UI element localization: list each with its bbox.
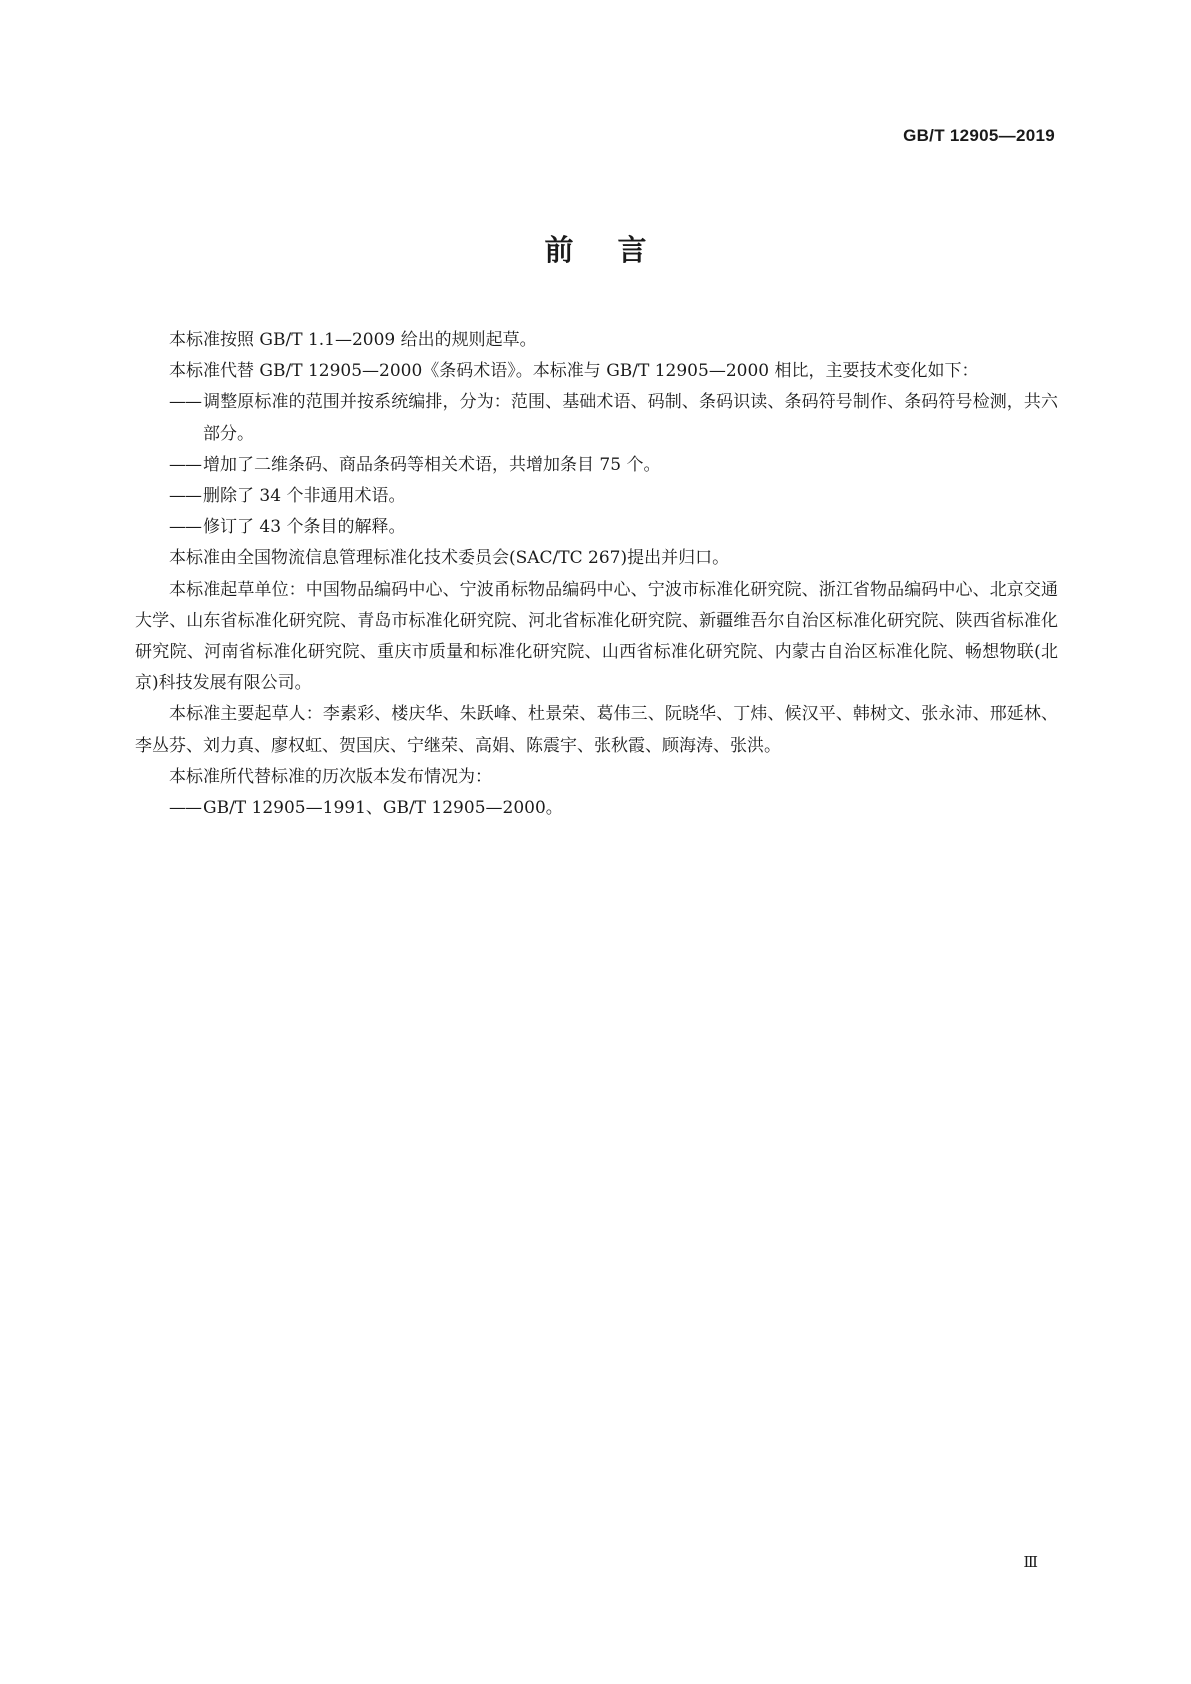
paragraph-proposer: 本标准由全国物流信息管理标准化技术委员会(SAC/TC 267)提出并归口。 bbox=[169, 548, 730, 569]
list-item bbox=[135, 793, 1058, 824]
foreword-body bbox=[135, 325, 1058, 824]
list-dash: —— bbox=[169, 392, 201, 413]
paragraph-drafting-rules: 本标准按照 GB/T 1.1—2009 给出的规则起草。 bbox=[169, 330, 537, 350]
paragraph-drafting-units: 本标准起草单位：中国物品编码中心、宁波甬标物品编码中心、宁波市标准化研究院、浙江省物品编码中心、北京交通大学、山东省标准化研究院、青岛市标准化研究院、河北省标准化研究院、新疆维吾尔自治区标准化研究院、陕西省标准化研究院、河南省标准化研究院、重庆市质量和标准化研究院、山西省标准化研究院、内蒙古自治区标准化院、畅想物联(北京)科技发展有限公司。 bbox=[135, 579, 1058, 694]
list-dash: —— bbox=[169, 798, 201, 819]
paragraph-drafters: 本标准主要起草人：李素彩、楼庆华、朱跃峰、杜景荣、葛伟三、阮晓华、丁炜、候汉平、韩树文、张永沛、邢延林、李丛芬、刘力真、廖权虹、贺国庆、宁继荣、高娟、陈震宇、张秋霞、顾海涛、张洪。 bbox=[135, 704, 1058, 756]
list-item-text: 增加了二维条码、商品条码等相关术语，共增加条目 75 个。 bbox=[203, 454, 661, 475]
list-item-text: 删除了 34 个非通用术语。 bbox=[203, 486, 406, 507]
list-item bbox=[135, 387, 1058, 449]
standard-code: GB/T 12905—2019 bbox=[903, 126, 1055, 145]
paragraph-history-intro: 本标准所代替标准的历次版本发布情况为： bbox=[169, 766, 492, 787]
list-item bbox=[135, 450, 1058, 481]
paragraph-replacement: 本标准代替 GB/T 12905—2000《条码术语》。本标准与 GB/T 12905—2000 相比，主要技术变化如下： bbox=[169, 361, 979, 382]
page-number: Ⅲ bbox=[1023, 1553, 1038, 1571]
page-title: 前言 bbox=[544, 233, 691, 267]
list-item bbox=[135, 512, 1058, 543]
list-dash: —— bbox=[169, 517, 201, 538]
list-dash: —— bbox=[169, 486, 201, 507]
list-dash: —— bbox=[169, 454, 201, 475]
list-item-text: GB/T 12905—1991、GB/T 12905—2000。 bbox=[203, 798, 563, 819]
list-item-text: 修订了 43 个条目的解释。 bbox=[203, 517, 406, 538]
list-item-text: 调整原标准的范围并按系统编排，分为：范围、基础术语、码制、条码识读、条码符号制作、条码符号检测，共六部分。 bbox=[203, 392, 1058, 444]
list-item bbox=[135, 481, 1058, 512]
